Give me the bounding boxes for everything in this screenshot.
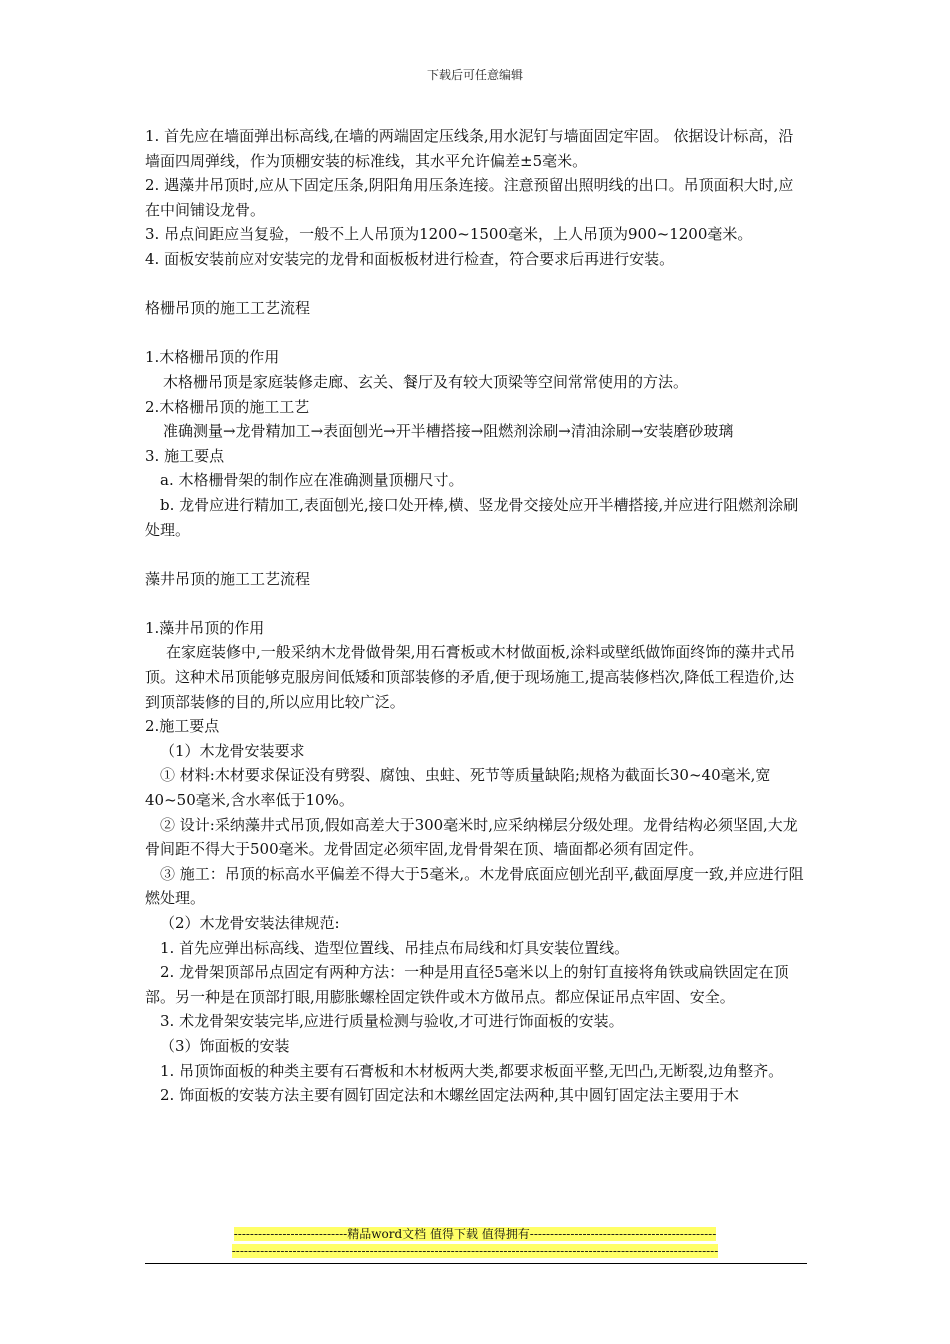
paragraph: 3. 术龙骨架安装完毕,应进行质量检测与验收,才可进行饰面板的安装。 xyxy=(160,1012,624,1031)
paragraph: 准确测量→龙骨精加工→表面刨光→开半槽搭接→阻燃剂涂刷→清油涂刷→安装磨砂玻璃 xyxy=(163,422,734,441)
paragraph: 1. 首先应弹出标高线、造型位置线、吊挂点布局线和灯具安装位置线。 xyxy=(160,938,630,957)
paragraph: 格栅吊顶的施工工艺流程 xyxy=(145,299,311,318)
paragraph: ② 设计:采纳藻井式吊顶,假如高差大于300毫米时,应采纳梯层分级处理。龙骨结构必须坚固,大龙骨间距不得大于500毫米。龙骨固定必须牢固,龙骨骨架在顶、墙面都必须有固定件。 xyxy=(145,815,798,859)
page-header: 下载后可任意编辑 xyxy=(426,68,523,82)
blank-line xyxy=(145,321,807,346)
document-body xyxy=(145,124,807,1108)
paragraph: 2.施工要点 xyxy=(145,717,220,736)
paragraph: 1. 首先应在墙面弹出标高线,在墙的两端固定压线条,用水泥钉与墙面固定牢固。 依据设计标高，沿墙面四周弹线，作为顶棚安装的标准线，其水平允许偏差±5毫米。 xyxy=(145,127,794,170)
paragraph: （1）木龙骨安装要求 xyxy=(160,741,305,760)
paragraph: ① 材料:木材要求保证没有劈裂、腐蚀、虫蛀、死节等质量缺陷;规格为截面长30~40毫米,宽40~50毫米,含水率低于10%。 xyxy=(145,766,771,810)
footer-line-1 xyxy=(0,1226,950,1243)
paragraph: （3）饰面板的安装 xyxy=(160,1036,290,1055)
blank-line xyxy=(145,542,807,567)
paragraph: 3. 施工要点 xyxy=(145,446,225,465)
paragraph: （2）木龙骨安装法律规范: xyxy=(160,914,340,932)
paragraph: 2.木格栅吊顶的施工工艺 xyxy=(145,397,310,416)
paragraph: 在家庭装修中,一般采纳木龙骨做骨架,用石膏板或木材做面板,涂料或壁纸做饰面终饰的藻井式吊顶。这种术吊顶能够克服房间低矮和顶部装修的矛盾,便于现场施工,提高装修档次,降低工程造价,达到顶部装修的目的,所以应用比较广泛。 xyxy=(145,643,796,711)
paragraph: b. 龙骨应进行精加工,表面刨光,接口处开棒,横、竖龙骨交接处应开半槽搭接,并应进行阻燃剂涂刷处理。 xyxy=(145,495,799,539)
blank-line xyxy=(145,272,807,297)
paragraph: 藻井吊顶的施工工艺流程 xyxy=(145,569,311,588)
paragraph: 2. 饰面板的安装方法主要有圆钉固定法和木螺丝固定法两种,其中圆钉固定法主要用于木 xyxy=(160,1086,739,1105)
paragraph: a. 木格栅骨架的制作应在准确测量顶棚尺寸。 xyxy=(160,471,464,490)
footer-banner xyxy=(0,1226,950,1260)
paragraph: 1.木格栅吊顶的作用 xyxy=(145,348,280,367)
footer-line-2 xyxy=(0,1243,950,1260)
paragraph: 1.藻井吊顶的作用 xyxy=(145,618,265,637)
paragraph: 2. 龙骨架顶部吊点固定有两种方法：一种是用直径5毫米以上的射钉直接将角铁或扁铁固定在顶部。另一种是在顶部打眼,用膨胀螺栓固定铁件或木方做吊点。都应保证吊点牢固、安全。 xyxy=(145,963,789,1006)
paragraph: 3. 吊点间距应当复验，一般不上人吊顶为1200~1500毫米，上人吊顶为900~1200毫米。 xyxy=(145,225,753,244)
paragraph: 2. 遇藻井吊顶时,应从下固定压条,阴阳角用压条连接。注意预留出照明线的出口。吊顶面积大时,应在中间铺设龙骨。 xyxy=(145,176,794,219)
paragraph: 4. 面板安装前应对安装完的龙骨和面板板材进行检查，符合要求后再进行安装。 xyxy=(145,249,675,268)
paragraph: ③ 施工：吊顶的标高水平偏差不得大于5毫米,。木龙骨底面应刨光刮平,截面厚度一致,并应进行阻燃处理。 xyxy=(145,864,804,908)
footer-text-1: ----------------------------精品word文档 值得下载 值得拥有---------------------------------------------- xyxy=(233,1227,717,1241)
footer-text-2: ------------------------------------------------------------------------------------------------------------------------ xyxy=(231,1244,719,1258)
blank-line xyxy=(145,591,807,616)
footer-rule xyxy=(145,1263,807,1264)
paragraph: 1. 吊顶饰面板的种类主要有石膏板和木材板两大类,都要求板面平整,无凹凸,无断裂,边角整齐。 xyxy=(160,1061,784,1080)
paragraph: 木格栅吊顶是家庭装修走廊、玄关、餐厅及有较大顶梁等空间常常使用的方法。 xyxy=(163,372,689,391)
